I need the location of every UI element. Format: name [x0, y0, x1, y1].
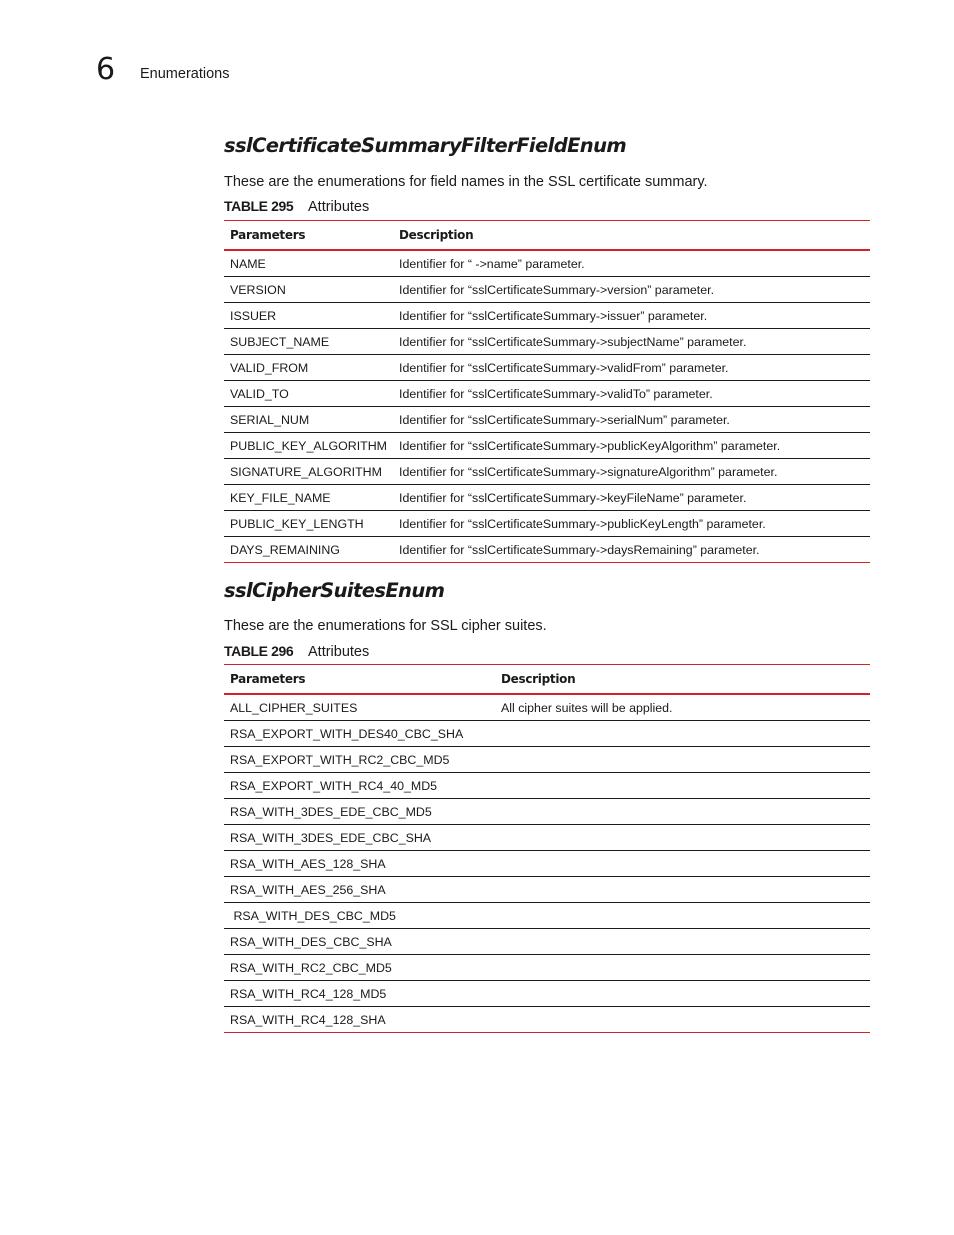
description-cell: All cipher suites will be applied.	[495, 694, 870, 721]
attributes-table-296	[224, 664, 870, 1033]
description-cell	[495, 747, 870, 773]
parameter-cell: SUBJECT_NAME	[224, 329, 393, 355]
parameter-cell: PUBLIC_KEY_ALGORITHM	[224, 433, 393, 459]
section-heading-ssl-cipher-suites-enum: sslCipherSuitesEnum	[224, 579, 445, 602]
description-cell: Identifier for “sslCertificateSummary->daysRemaining” parameter.	[393, 537, 870, 563]
table-row	[224, 694, 870, 721]
parameter-cell: SIGNATURE_ALGORITHM	[224, 459, 393, 485]
parameter-cell: RSA_EXPORT_WITH_DES40_CBC_SHA	[224, 721, 495, 747]
parameter-cell: RSA_EXPORT_WITH_RC4_40_MD5	[224, 773, 495, 799]
description-cell	[495, 981, 870, 1007]
parameter-cell: VALID_FROM	[224, 355, 393, 381]
table-row	[224, 407, 870, 433]
parameter-cell: RSA_WITH_DES_CBC_SHA	[224, 929, 495, 955]
table-caption-text: Attributes	[308, 644, 370, 660]
description-cell	[495, 825, 870, 851]
table-caption-text: Attributes	[308, 199, 370, 215]
table-row	[224, 329, 870, 355]
table-row	[224, 799, 870, 825]
table-row	[224, 955, 870, 981]
description-cell	[495, 799, 870, 825]
section-description: These are the enumerations for SSL cipher suites.	[224, 618, 547, 634]
table-number: TABLE 296	[224, 643, 294, 659]
description-cell	[495, 929, 870, 955]
section-description: These are the enumerations for field names in the SSL certificate summary.	[224, 174, 708, 190]
table-caption	[224, 197, 369, 216]
description-cell	[495, 903, 870, 929]
description-cell	[495, 721, 870, 747]
description-cell: Identifier for “sslCertificateSummary->validFrom” parameter.	[393, 355, 870, 381]
column-header-parameters: Parameters	[224, 665, 495, 695]
description-cell: Identifier for “sslCertificateSummary->publicKeyLength” parameter.	[393, 511, 870, 537]
description-cell: Identifier for “sslCertificateSummary->version” parameter.	[393, 277, 870, 303]
table-row	[224, 929, 870, 955]
parameter-cell: RSA_EXPORT_WITH_RC2_CBC_MD5	[224, 747, 495, 773]
parameter-cell: KEY_FILE_NAME	[224, 485, 393, 511]
column-header-description: Description	[393, 221, 870, 251]
parameter-cell: PUBLIC_KEY_LENGTH	[224, 511, 393, 537]
table-row	[224, 747, 870, 773]
parameter-cell: DAYS_REMAINING	[224, 537, 393, 563]
table-row	[224, 773, 870, 799]
table-header-row	[224, 221, 870, 251]
description-cell: Identifier for “sslCertificateSummary->subjectName” parameter.	[393, 329, 870, 355]
description-cell	[495, 877, 870, 903]
table-row	[224, 511, 870, 537]
parameter-cell: RSA_WITH_RC4_128_SHA	[224, 1007, 495, 1033]
table-row	[224, 250, 870, 277]
parameter-cell: NAME	[224, 250, 393, 277]
chapter-title: Enumerations	[140, 66, 230, 82]
table-header-row	[224, 665, 870, 695]
column-header-parameters: Parameters	[224, 221, 393, 251]
table-row	[224, 981, 870, 1007]
table-row	[224, 851, 870, 877]
table-row	[224, 459, 870, 485]
table-number: TABLE 295	[224, 198, 294, 214]
table-caption	[224, 642, 369, 661]
table-row	[224, 721, 870, 747]
column-header-description: Description	[495, 665, 870, 695]
description-cell	[495, 1007, 870, 1033]
parameter-cell: VERSION	[224, 277, 393, 303]
parameter-cell: RSA_WITH_RC4_128_MD5	[224, 981, 495, 1007]
table-row	[224, 277, 870, 303]
chapter-number: 6	[96, 52, 116, 87]
description-cell: Identifier for “sslCertificateSummary->keyFileName” parameter.	[393, 485, 870, 511]
parameter-cell: SERIAL_NUM	[224, 407, 393, 433]
parameter-cell: RSA_WITH_AES_128_SHA	[224, 851, 495, 877]
parameter-cell: RSA_WITH_AES_256_SHA	[224, 877, 495, 903]
description-cell: Identifier for “sslCertificateSummary->publicKeyAlgorithm” parameter.	[393, 433, 870, 459]
table-row	[224, 1007, 870, 1033]
parameter-cell: RSA_WITH_DES_CBC_MD5	[224, 903, 495, 929]
table-row	[224, 825, 870, 851]
description-cell	[495, 851, 870, 877]
table-row	[224, 303, 870, 329]
description-cell: Identifier for “sslCertificateSummary->issuer” parameter.	[393, 303, 870, 329]
description-cell: Identifier for “sslCertificateSummary->signatureAlgorithm” parameter.	[393, 459, 870, 485]
description-cell	[495, 773, 870, 799]
description-cell: Identifier for “ ->name” parameter.	[393, 250, 870, 277]
table-row	[224, 537, 870, 563]
section-heading-ssl-certificate-summary-filter-field-enum: sslCertificateSummaryFilterFieldEnum	[224, 134, 627, 157]
table-row	[224, 355, 870, 381]
table-row	[224, 485, 870, 511]
table-row	[224, 877, 870, 903]
parameter-cell: RSA_WITH_3DES_EDE_CBC_SHA	[224, 825, 495, 851]
attributes-table-295	[224, 220, 870, 563]
description-cell: Identifier for “sslCertificateSummary->serialNum” parameter.	[393, 407, 870, 433]
table-row	[224, 381, 870, 407]
parameter-cell: RSA_WITH_RC2_CBC_MD5	[224, 955, 495, 981]
table-row	[224, 433, 870, 459]
description-cell: Identifier for “sslCertificateSummary->validTo” parameter.	[393, 381, 870, 407]
description-cell	[495, 955, 870, 981]
parameter-cell: RSA_WITH_3DES_EDE_CBC_MD5	[224, 799, 495, 825]
table-row	[224, 903, 870, 929]
parameter-cell: ISSUER	[224, 303, 393, 329]
parameter-cell: ALL_CIPHER_SUITES	[224, 694, 495, 721]
parameter-cell: VALID_TO	[224, 381, 393, 407]
